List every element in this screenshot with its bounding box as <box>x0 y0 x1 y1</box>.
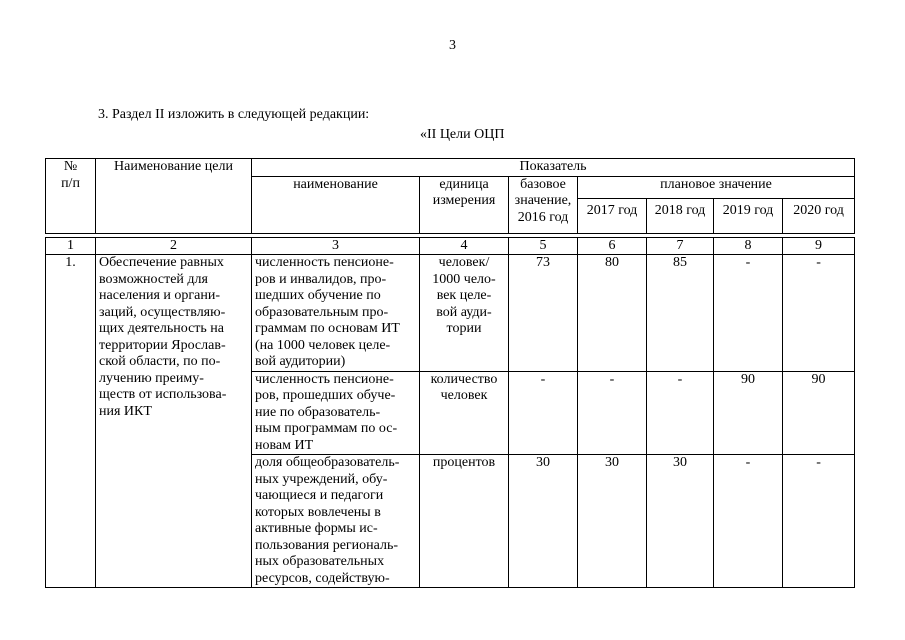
value-2018: - <box>647 371 714 455</box>
header-base-value: базовое значение, 2016 год <box>509 176 578 233</box>
goal-name: Обеспечение равных возможностей для населения и органи- заций, осуществляю- щих деятельность на территории Ярослав- ской области, по по- лучению преиму- ществ от использова- ния ИКТ <box>96 255 252 588</box>
header-num: № п/п <box>46 159 96 234</box>
header-year-2018: 2018 год <box>647 198 714 233</box>
base-value: 73 <box>509 255 578 372</box>
value-2017: 80 <box>578 255 647 372</box>
intro-text: 3. Раздел II изложить в следующей редакции: <box>98 107 370 122</box>
indicator-name: численность пенсионе- ров и инвалидов, про- шедших обучение по образовательным про- граммам по основам ИТ (на 1000 человек целе- вой аудитории) <box>252 255 420 372</box>
header-year-2017: 2017 год <box>578 198 647 233</box>
value-2019: 90 <box>714 371 783 455</box>
col-number: 7 <box>647 237 714 255</box>
goal-number: 1. <box>46 255 96 588</box>
value-2020: 90 <box>783 371 855 455</box>
indicator-name: доля общеобразователь- ных учреждений, обу- чающиеся и педагоги которых вовлечены в активные формы ис- пользования региональ- ных образовательных ресурсов, содействую- <box>252 455 420 588</box>
value-2017: - <box>578 371 647 455</box>
base-value: - <box>509 371 578 455</box>
header-planned-value: плановое значение <box>578 176 855 198</box>
col-number: 4 <box>420 237 509 255</box>
value-2019: - <box>714 455 783 588</box>
value-2017: 30 <box>578 455 647 588</box>
col-number: 6 <box>578 237 647 255</box>
header-year-2020: 2020 год <box>783 198 855 233</box>
page-number: 3 <box>449 38 456 53</box>
section-title: «II Цели ОЦП <box>420 127 505 142</box>
col-number: 8 <box>714 237 783 255</box>
table-row <box>46 255 855 372</box>
indicator-unit: количество человек <box>420 371 509 455</box>
base-value: 30 <box>509 455 578 588</box>
column-numbers-row <box>46 237 855 255</box>
indicator-unit: человек/ 1000 чело- век целе- вой ауди- тории <box>420 255 509 372</box>
value-2020: - <box>783 255 855 372</box>
header-indicator-name: наименование <box>252 176 420 233</box>
header-goal-name: Наименование цели <box>96 159 252 234</box>
header-unit: единица измерения <box>420 176 509 233</box>
indicator-unit: процентов <box>420 455 509 588</box>
header-indicator: Показатель <box>252 159 855 177</box>
value-2019: - <box>714 255 783 372</box>
goals-table <box>45 158 855 588</box>
value-2020: - <box>783 455 855 588</box>
header-year-2019: 2019 год <box>714 198 783 233</box>
col-number: 1 <box>46 237 96 255</box>
indicator-name: численность пенсионе- ров, прошедших обуче- ние по образователь- ным программам по ос- новам ИТ <box>252 371 420 455</box>
col-number: 2 <box>96 237 252 255</box>
col-number: 9 <box>783 237 855 255</box>
header-row-1 <box>46 159 855 177</box>
col-number: 3 <box>252 237 420 255</box>
value-2018: 85 <box>647 255 714 372</box>
col-number: 5 <box>509 237 578 255</box>
value-2018: 30 <box>647 455 714 588</box>
